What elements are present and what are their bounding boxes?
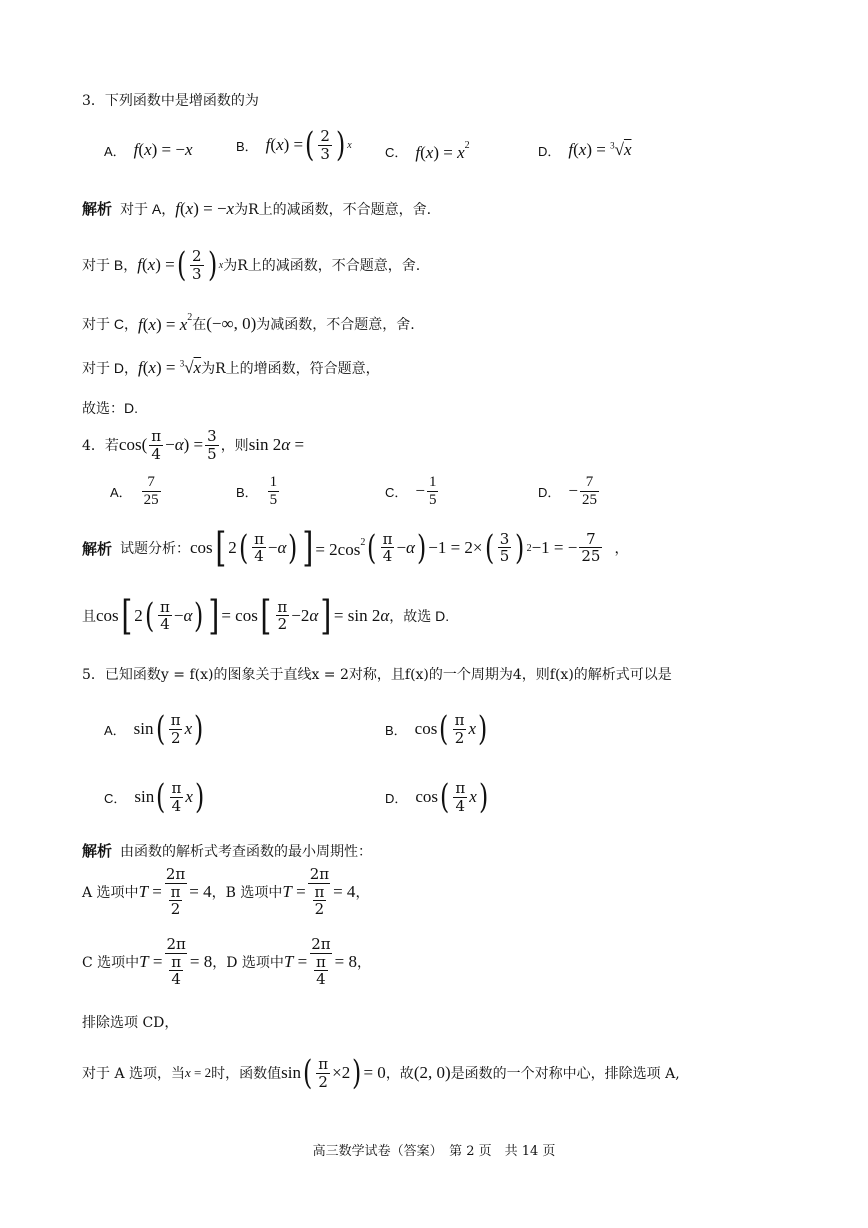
q4-solution-line1: 解析 试题分析： cos [ 2 ( $\frac{\pi}{4}$ −α ) ] = $2\cos^2$ ( $\frac{\pi}{4}$ −α ) −1 = 2× ( $\frac{3}{5}$ ) 2 −1 = − $\frac{7}{25}$ ， [82,525,629,571]
q3-option-b: B． f(x) = ( $\frac{2}{3}$ ) x [236,125,352,166]
q5-option-b: B． cos ( $\frac{\pi}{2}$ x ) [385,709,488,750]
q5-option-c: C． sin ( $\frac{\pi}{4}$ x ) [104,777,205,818]
q5-option-d: D． cos ( $\frac{\pi}{4}$ x ) [385,777,489,818]
q3-option-d: D． f(x) = $^3$√x [538,140,632,159]
q5-option-a: A． sin ( $\frac{\pi}{2}$ x ) [104,709,204,750]
q3-option-c: C． $f(x) = x^2$ [385,140,470,162]
q4-option-c: C． − $\frac{1}{5}$ [385,474,437,508]
q5-solution-cd: C 选项中 T = $\frac{2\pi}{\frac{\pi}{4}}$ = 8 ，D 选项中 T = $\frac{2\pi}{\frac{\pi}{4}}$ = 8 ， [82,935,371,988]
q5-question: 5．已知函数y = f(x)的图象关于直线x = 2对称，且f(x)的一个周期为4，则f(x)的解析式可以是 [82,667,672,683]
q3-answer: 故选：D. [82,400,138,416]
page-footer: 高三数学试卷（答案） 第 2 页 共 14 页 [312,1144,556,1159]
q5-solution-header: 解析 由函数的解析式考查函数的最小周期性： [82,842,373,860]
q3-question: 3．下列函数中是增函数的为 [82,93,259,109]
q5-exclude-cd: 排除选项 CD， [82,1015,179,1031]
q3-solution-c: 对于 C， $f(x) = x^2$ 在 (−∞, 0) 为减函数，不合题意，舍. [82,312,415,334]
q5-solution-ab: A 选项中 T = $\frac{2\pi}{\frac{\pi}{2}}$ = 4 ，B 选项中 T = $\frac{2\pi}{\frac{\pi}{2}}$ = 4 ， [82,865,370,918]
q4-question: 4．若 cos( $\frac{\pi}{4}$ −α) = $\frac{3}{5}$ ，则 sin 2α = [82,427,305,463]
q3-solution-b: 对于 B， f(x) = ( $\frac{2}{3}$ ) x 为R上的减函数，不合题意，舍. [82,245,421,286]
q4-solution-line2: 且 cos [ 2 ( $\frac{\pi}{4}$ −α ) ] = cos [ $\frac{\pi}{2}$ −2α ] = sin 2α ，故选 D. [82,593,450,639]
q3-option-a: A． f(x) = −x [104,140,193,159]
q3-solution-a: 解析 对于 A， f(x) = −x 为R上的减函数，不合题意，舍. [82,198,432,218]
q4-option-a: A． $\frac{7}{25}$ [110,474,159,508]
q3-solution-d: 对于 D， f(x) = $^3$√x 为R上的增函数，符合题意， [82,358,380,377]
q4-option-d: D． − $\frac{7}{25}$ [538,474,597,508]
q4-option-b: B． $\frac{1}{5}$ [236,474,278,508]
q5-last-line: 对于 A 选项，当 x = 2 时，函数值 sin ( $\frac{\pi}{2}$ ×2 ) = 0 ，故 (2, 0) 是函数的一个对称中心，排除选项 A, [82,1053,680,1094]
